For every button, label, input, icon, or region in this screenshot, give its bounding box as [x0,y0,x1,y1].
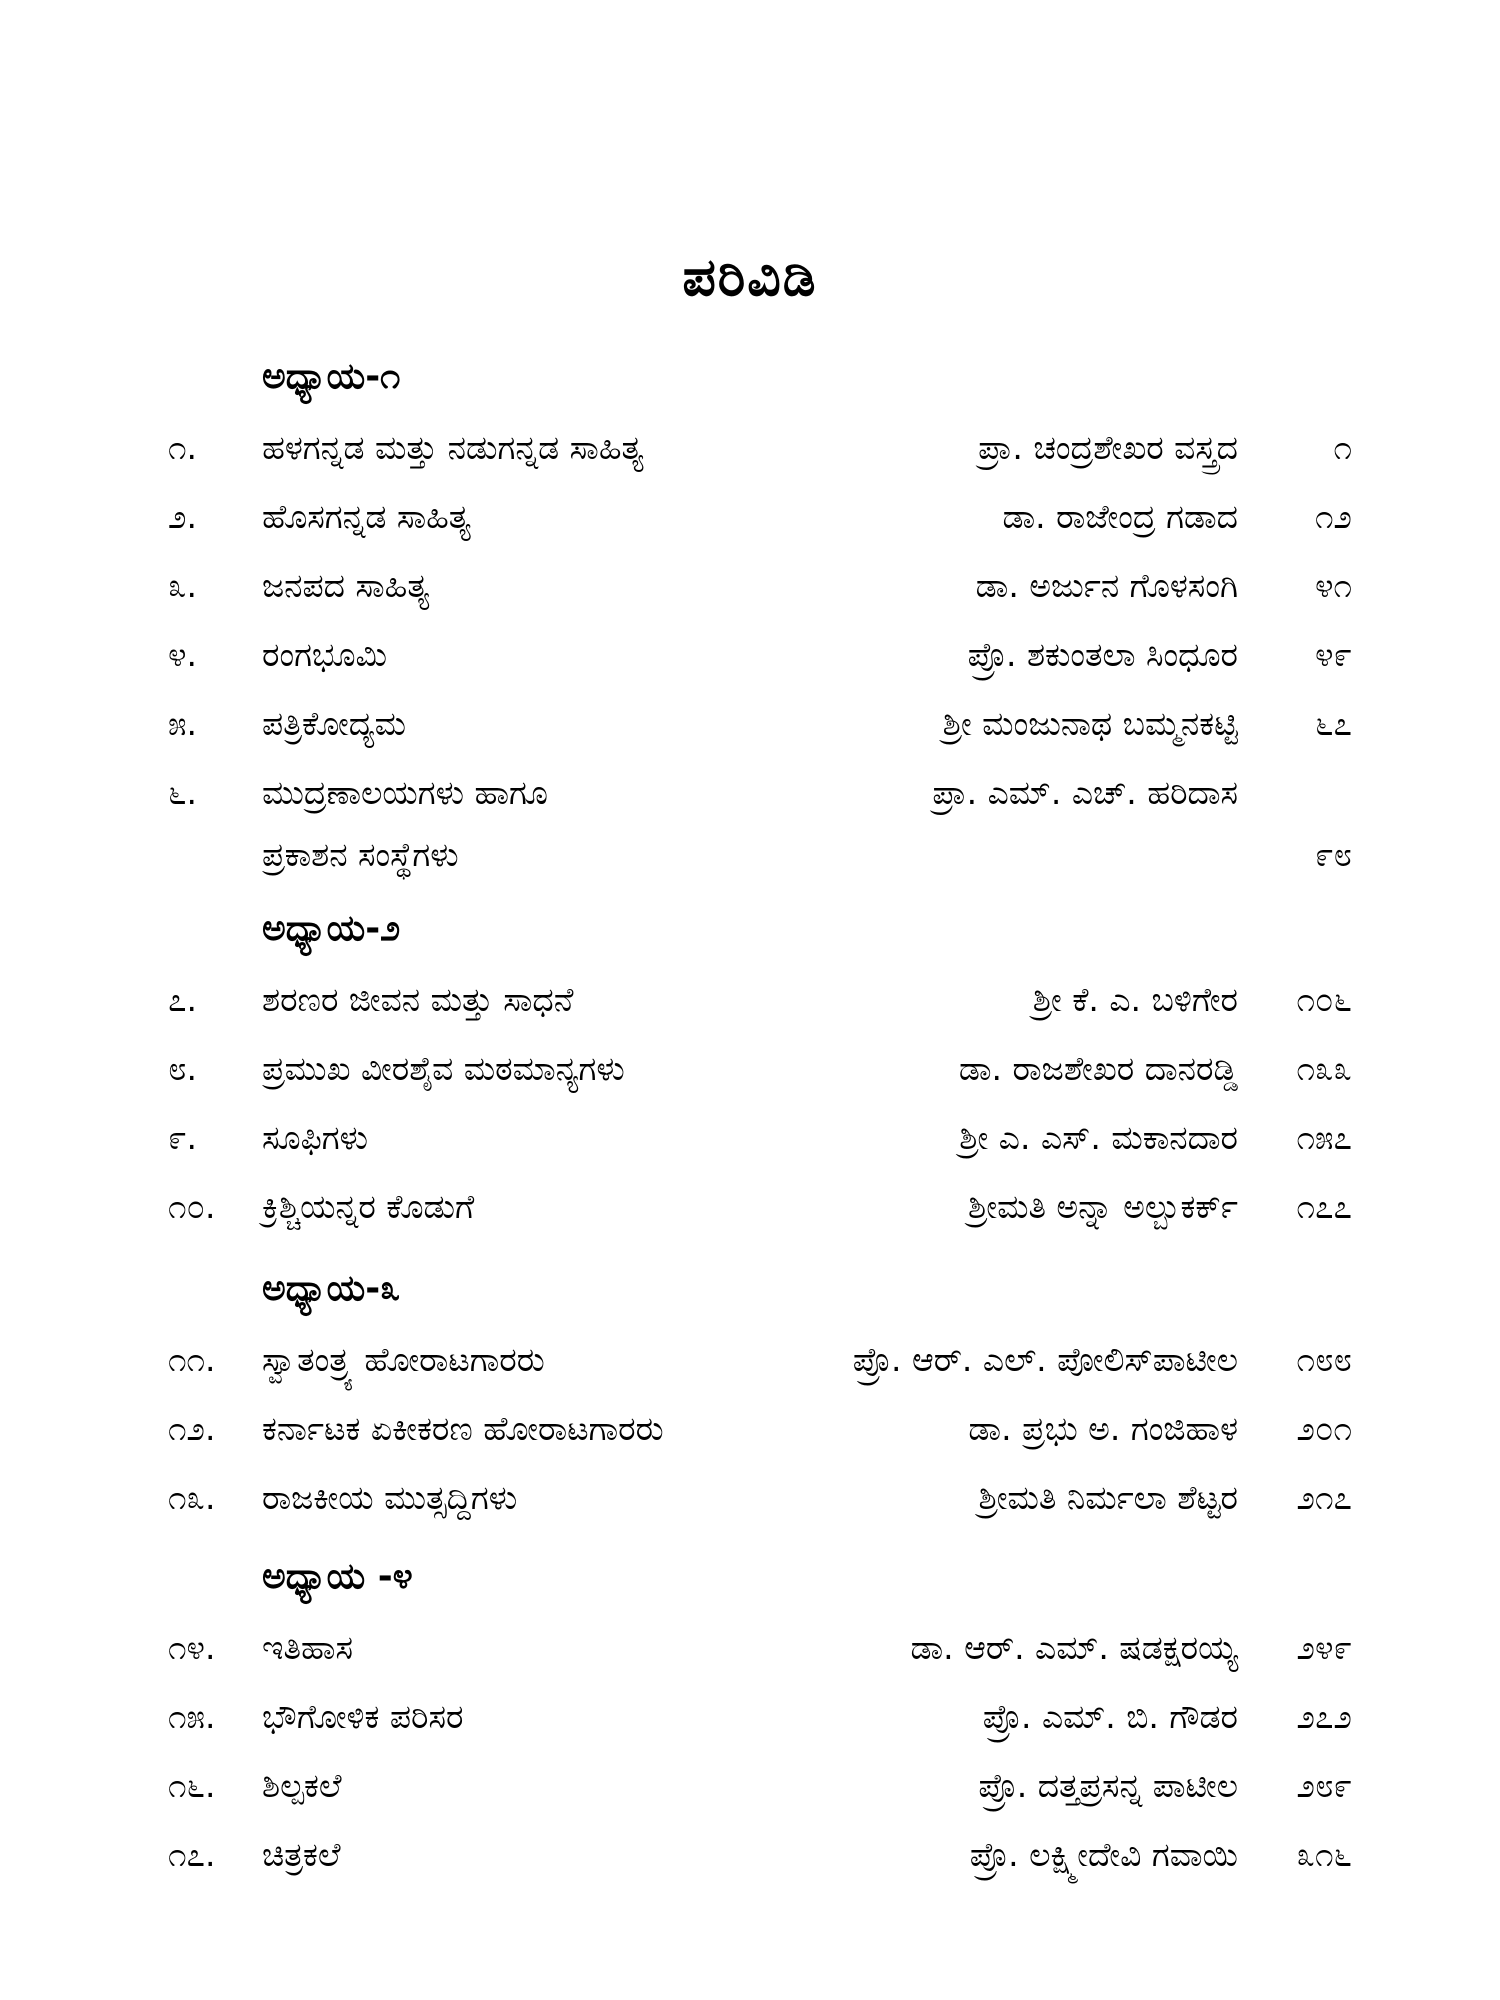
entry-title: ಚಿತ್ರಕಲೆ [262,1835,341,1874]
entry-page: ೨೧೭ [1296,1478,1352,1517]
entry-title: ಪ್ರಮುಖ ವೀರಶೈವ ಮಠಮಾನ್ಯಗಳು [262,1049,625,1088]
entry-number: ೮. [168,1049,197,1088]
entry-page: ೨೪೯ [1296,1628,1352,1667]
page-title: ಪರಿವಿಡಿ [682,248,818,308]
entry-author: ಡಾ. ಆರ್. ಎಮ್. ಷಡಕ್ಷರಯ್ಯ [910,1628,1238,1667]
entry-page: ೧ [1333,428,1352,467]
toc-entry [0,1835,1500,1895]
entry-page: ೧೩೩ [1296,1049,1352,1088]
entry-title: ಸೂಫಿಗಳು [262,1118,368,1157]
entry-title: ಶರಣರ ಜೀವನ ಮತ್ತು ಸಾಧನೆ [262,980,574,1019]
entry-title: ಕ್ರಿಶ್ಚಿಯನ್ನರ ಕೊಡುಗೆ [262,1187,475,1226]
entry-page: ೪೯ [1315,635,1352,674]
entry-number: ೧೦. [168,1187,216,1226]
entry-page: ೧೦೬ [1296,980,1352,1019]
entry-author: ಡಾ. ಅರ್ಜುನ ಗೊಳಸಂಗಿ [975,566,1238,605]
toc-entry [0,1766,1500,1826]
entry-number: ೨. [168,497,197,536]
entry-number: ೧೬. [168,1766,216,1805]
chapter-heading: ಅಧ್ಯಾಯ-೨ [262,908,401,949]
entry-title: ಹೊಸಗನ್ನಡ ಸಾಹಿತ್ಯ [262,497,471,536]
entry-number: ೬. [168,773,197,812]
entry-number: ೭. [168,980,197,1019]
entry-page: ೧೭೭ [1296,1187,1352,1226]
toc-entry [0,1340,1500,1400]
entry-number: ೧೪. [168,1628,216,1667]
toc-entry [0,497,1500,557]
entry-author: ಪ್ರೊ. ಎಮ್. ಬಿ. ಗೌಡರ [982,1697,1238,1736]
entry-page: ೨೭೨ [1296,1697,1352,1736]
entry-author: ಶ್ರೀ ಎ. ಎಸ್. ಮಕಾನದಾರ [959,1118,1238,1157]
entry-title: ಮುದ್ರಣಾಲಯಗಳು ಹಾಗೂ [262,773,548,812]
entry-page: ೪೧ [1315,566,1352,605]
toc-entry [0,1697,1500,1757]
toc-entry [0,1118,1500,1178]
toc-entry [0,1187,1500,1247]
entry-page: ೨೮೯ [1296,1766,1352,1805]
toc-entry [0,1409,1500,1469]
entry-title: ಸ್ವಾತಂತ್ರ್ಯ ಹೋರಾಟಗಾರರು [262,1340,545,1379]
toc-entry [0,1049,1500,1109]
entry-number: ೧. [168,428,197,467]
chapter-heading: ಅಧ್ಯಾಯ-೩ [262,1268,401,1309]
entry-title: ರಾಜಕೀಯ ಮುತ್ಸದ್ದಿಗಳು [262,1478,518,1517]
entry-title: ರಂಗಭೂಮಿ [262,635,388,674]
entry-author: ಡಾ. ಪ್ರಭು ಅ. ಗಂಜಿಹಾಳ [968,1409,1238,1448]
entry-page: ೩೧೬ [1296,1835,1352,1874]
chapter-heading: ಅಧ್ಯಾಯ -೪ [262,1556,413,1597]
entry-number: ೪. [168,635,197,674]
entry-author: ಪ್ರೊ. ಲಕ್ಷ್ಮೀದೇವಿ ಗವಾಯಿ [969,1835,1238,1874]
entry-number: ೫. [168,704,197,743]
entry-author: ಶ್ರೀಮತಿ ನಿರ್ಮಲಾ ಶೆಟ್ಟರ [978,1478,1238,1517]
entry-number: ೧೨. [168,1409,216,1448]
entry-title: ಪತ್ರಿಕೋದ್ಯಮ [262,704,407,743]
chapter-heading: ಅಧ್ಯಾಯ-೧ [262,356,401,397]
entry-page: ೧೨ [1315,497,1352,536]
toc-entry [0,1628,1500,1688]
toc-entry [0,704,1500,764]
entry-number: ೩. [168,566,197,605]
entry-number: ೧೩. [168,1478,216,1517]
entry-page: ೧೫೭ [1296,1118,1352,1157]
entry-author: ಪ್ರಾ. ಚಂದ್ರಶೇಖರ ವಸ್ತ್ರದ [978,428,1238,467]
entry-author: ಶ್ರೀ ಕೆ. ಎ. ಬಳಿಗೇರ [1032,980,1238,1019]
entry-author: ಶ್ರೀ ಮಂಜುನಾಥ ಬಮ್ಮನಕಟ್ಟಿ [942,704,1238,743]
entry-page: ೧೮೮ [1296,1340,1352,1379]
entry-page: ೯೮ [1315,835,1352,874]
entry-title: ಭೌಗೋಳಿಕ ಪರಿಸರ [262,1697,464,1736]
entry-number: ೯. [168,1118,197,1157]
entry-title: ಜನಪದ ಸಾಹಿತ್ಯ [262,566,430,605]
entry-page: ೨೦೧ [1296,1409,1352,1448]
entry-author: ಪ್ರೊ. ಶಕುಂತಲಾ ಸಿಂಧೂರ [967,635,1238,674]
entry-author: ಶ್ರೀಮತಿ ಅನ್ನಾ ಅಲ್ಬುಕರ್ಕ್ [968,1187,1238,1226]
toc-entry [0,980,1500,1040]
entry-page: ೬೭ [1315,704,1352,743]
entry-author: ಪ್ರೊ. ಆರ್. ಎಲ್. ಪೋಲಿಸ್‌ಪಾಟೀಲ [852,1340,1238,1379]
toc-entry [0,1478,1500,1538]
entry-title: ಇತಿಹಾಸ [262,1628,353,1667]
entry-author: ಡಾ. ರಾಜೇಂದ್ರ ಗಡಾದ [1002,497,1238,536]
toc-entry [0,773,1500,833]
entry-author: ಪ್ರೊ. ದತ್ತಪ್ರಸನ್ನ ಪಾಟೀಲ [978,1766,1238,1805]
entry-title-continued: ಪ್ರಕಾಶನ ಸಂಸ್ಥೆಗಳು [262,835,459,874]
toc-entry [0,635,1500,695]
entry-author: ಡಾ. ರಾಜಶೇಖರ ದಾನರಡ್ಡಿ [958,1049,1238,1088]
entry-title: ಕರ್ನಾಟಕ ಏಕೀಕರಣ ಹೋರಾಟಗಾರರು [262,1409,664,1448]
entry-author: ಪ್ರಾ. ಎಮ್. ಎಚ್. ಹರಿದಾಸ [932,773,1238,812]
entry-title: ಶಿಲ್ಪಕಲೆ [262,1766,342,1805]
entry-number: ೧೫. [168,1697,216,1736]
entry-title: ಹಳಗನ್ನಡ ಮತ್ತು ನಡುಗನ್ನಡ ಸಾಹಿತ್ಯ [262,428,644,467]
entry-number: ೧೭. [168,1835,216,1874]
toc-entry [0,566,1500,626]
entry-number: ೧೧. [168,1340,216,1379]
toc-entry [0,428,1500,488]
